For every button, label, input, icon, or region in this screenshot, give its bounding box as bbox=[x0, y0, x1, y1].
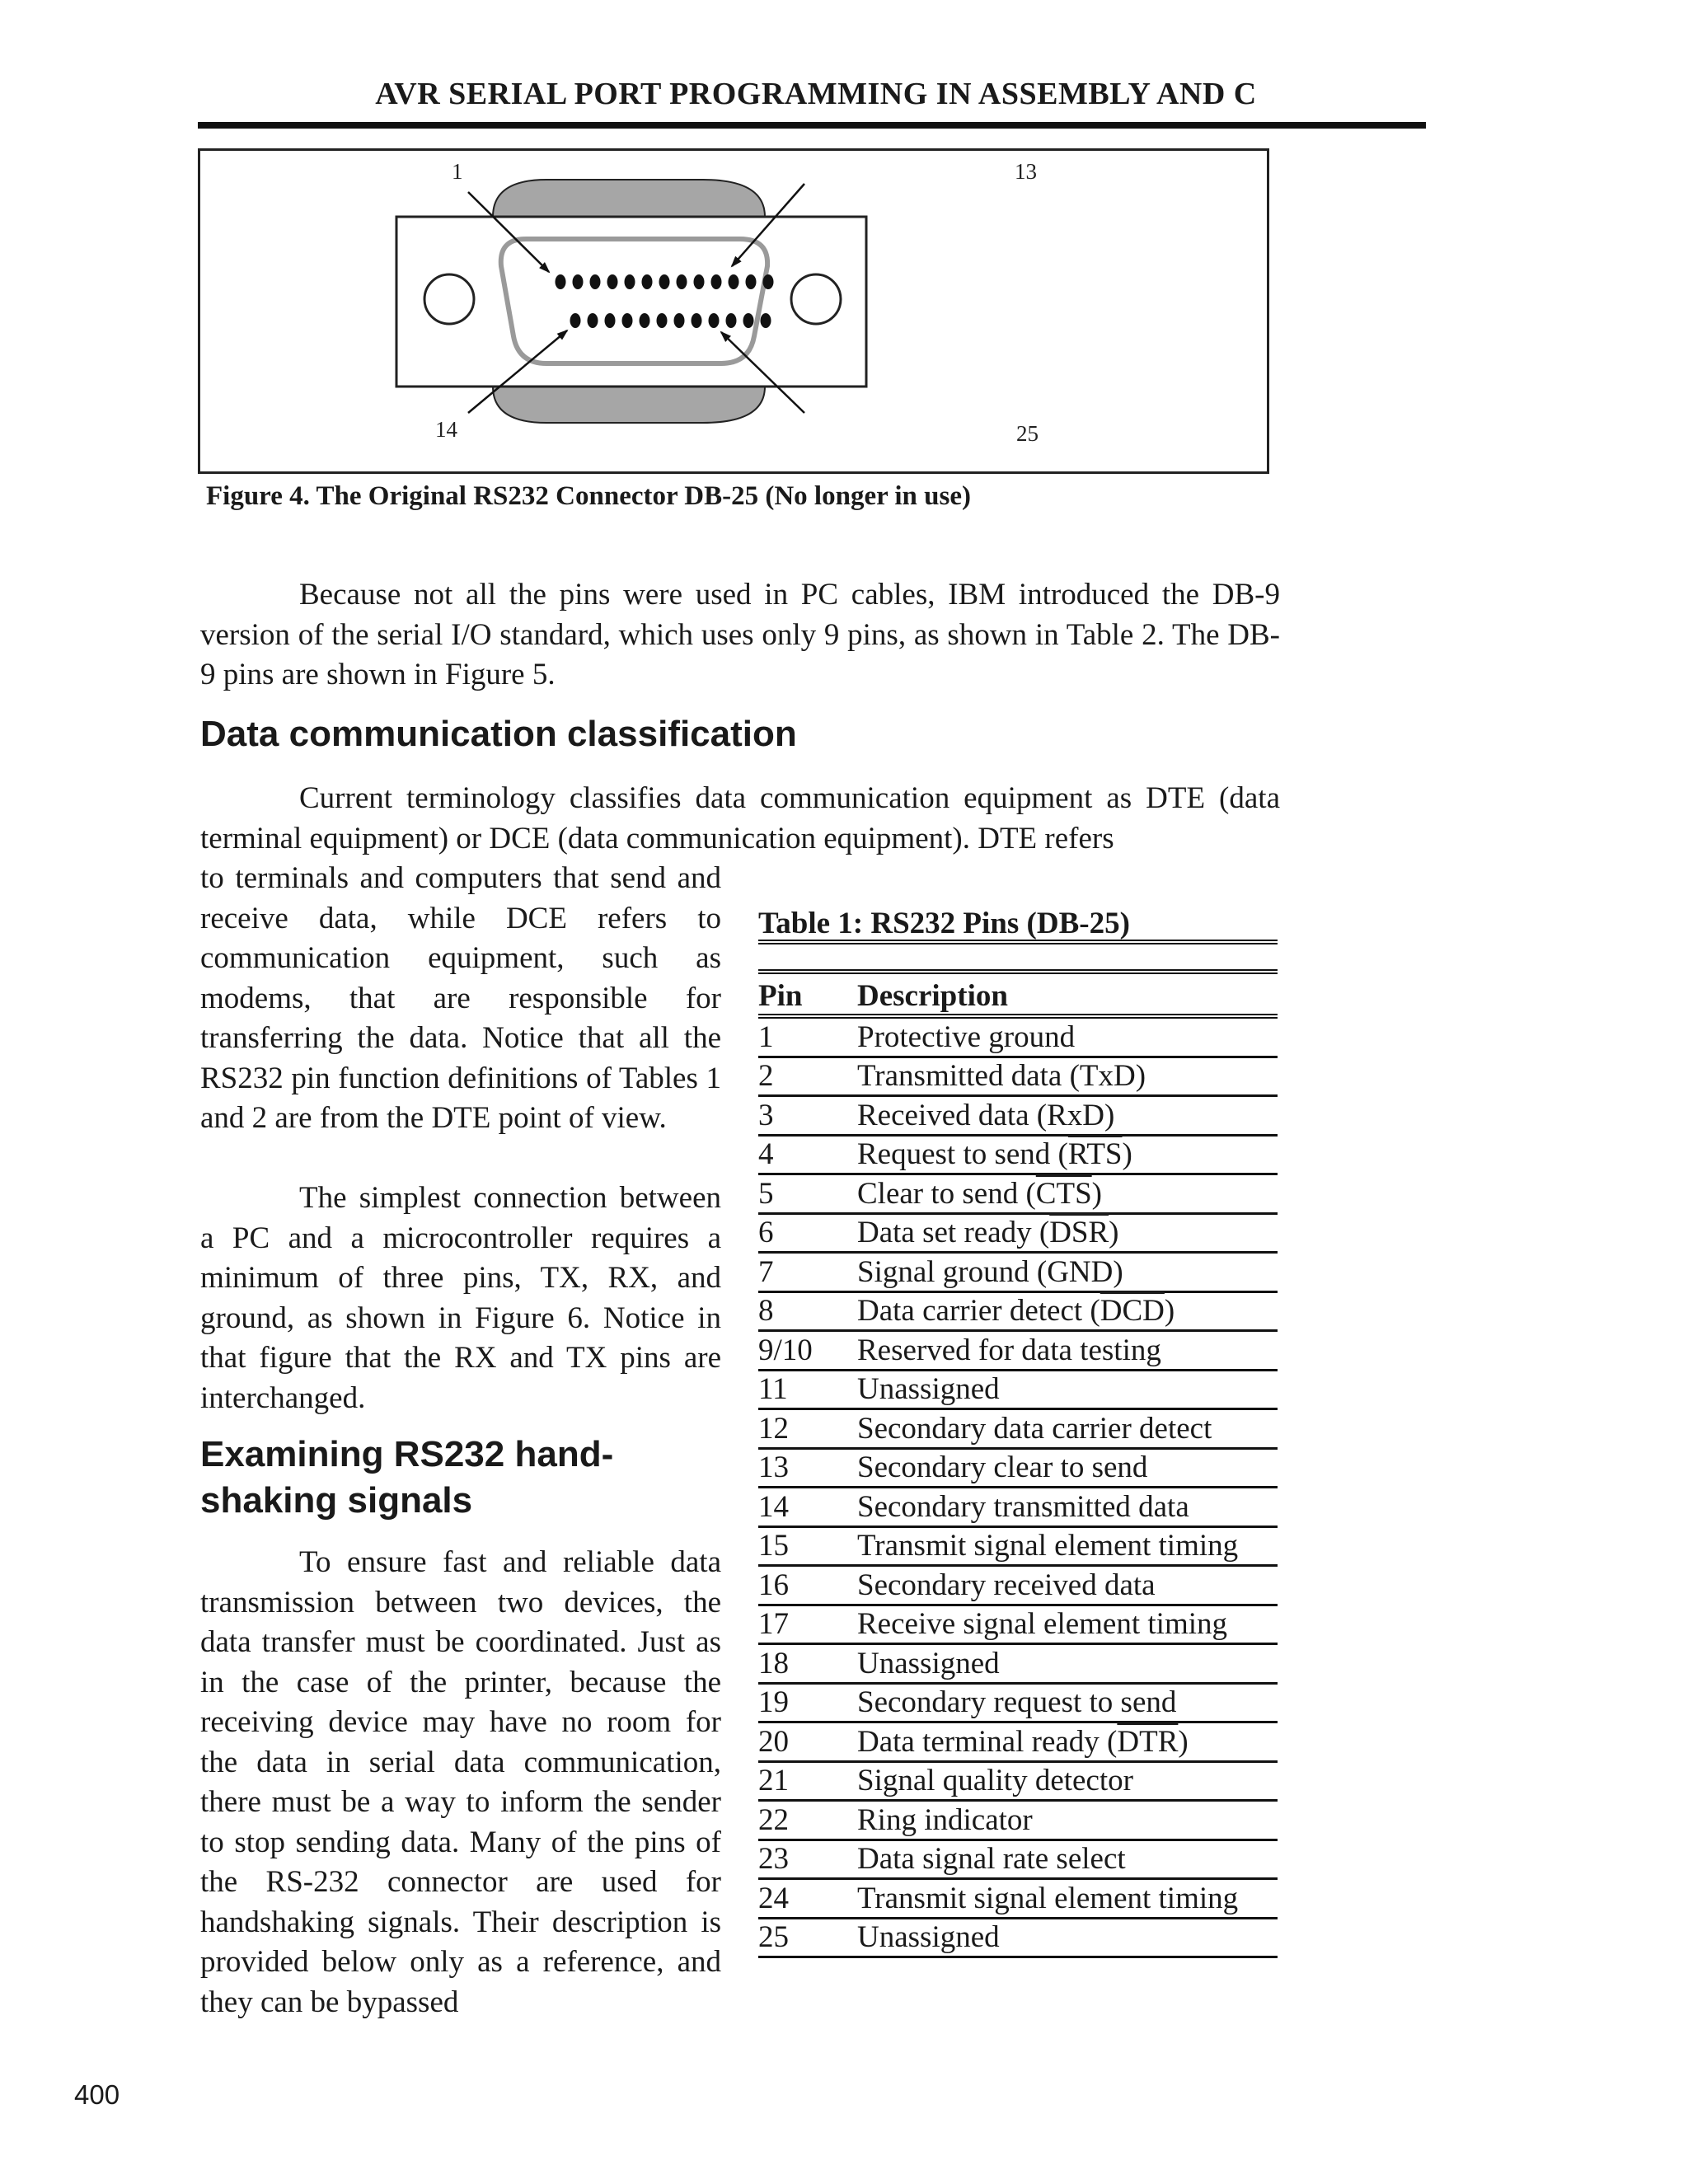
table-row bbox=[758, 1291, 1278, 1331]
description-text: ) bbox=[1122, 1137, 1132, 1171]
pin-description bbox=[857, 1213, 1278, 1253]
pin-description: Data signal rate select bbox=[857, 1840, 1278, 1879]
shell-bottom bbox=[493, 387, 765, 423]
pin-description: Unassigned bbox=[857, 1918, 1278, 1957]
pin-label-13: 13 bbox=[1015, 159, 1037, 184]
pin-description: Transmit signal element timing bbox=[857, 1879, 1278, 1919]
pin-number: 19 bbox=[758, 1683, 857, 1722]
connector-pin bbox=[692, 313, 702, 328]
pin-number: 7 bbox=[758, 1253, 857, 1292]
table-row bbox=[758, 1488, 1278, 1527]
table-row bbox=[758, 1683, 1278, 1722]
pin-number: 11 bbox=[758, 1370, 857, 1409]
connector-pin bbox=[642, 274, 653, 289]
connector-pin bbox=[677, 274, 687, 289]
heading-line-2: shaking signals bbox=[200, 1480, 473, 1521]
pin-label-1: 1 bbox=[452, 159, 463, 184]
pin-number: 16 bbox=[758, 1566, 857, 1605]
pin-number: 12 bbox=[758, 1409, 857, 1449]
pin-description: Transmitted data (TxD) bbox=[857, 1057, 1278, 1096]
table-row bbox=[758, 1409, 1278, 1449]
connector-pin bbox=[625, 274, 635, 289]
pin-description: Ring indicator bbox=[857, 1801, 1278, 1840]
description-text: Data set ready ( bbox=[857, 1216, 1050, 1249]
d-shell-outline bbox=[501, 239, 767, 363]
db25-connector-figure bbox=[198, 148, 1269, 474]
table-row bbox=[758, 1918, 1278, 1957]
db25-connector-diagram bbox=[200, 151, 1272, 476]
description-text: ) bbox=[1178, 1724, 1189, 1759]
pin-number: 3 bbox=[758, 1096, 857, 1136]
pin-number: 23 bbox=[758, 1840, 857, 1879]
connector-pin bbox=[622, 313, 633, 328]
table-row bbox=[758, 1253, 1278, 1292]
table-row bbox=[758, 1370, 1278, 1409]
pin-number: 5 bbox=[758, 1174, 857, 1214]
pin-number: 20 bbox=[758, 1722, 857, 1762]
pin-description: Secondary received data bbox=[857, 1566, 1278, 1605]
description-text: Request to send ( bbox=[857, 1137, 1068, 1171]
pin-description: Protective ground bbox=[857, 1016, 1278, 1057]
connector-pin bbox=[746, 274, 757, 289]
pin-number: 17 bbox=[758, 1605, 857, 1644]
connector-pin bbox=[556, 274, 566, 289]
pin-description: Reserved for data testing bbox=[857, 1331, 1278, 1371]
pin-number: 6 bbox=[758, 1213, 857, 1253]
active-low-signal: $\overline{DTR}$ bbox=[1117, 1724, 1179, 1759]
description-text: ) bbox=[1091, 1176, 1102, 1211]
connector-pin bbox=[674, 313, 685, 328]
pin-number: 15 bbox=[758, 1526, 857, 1566]
pin-table-body bbox=[758, 1016, 1278, 1957]
pin-description: Secondary transmitted data bbox=[857, 1488, 1278, 1527]
pin-label-25: 25 bbox=[1016, 421, 1039, 446]
figure-caption: Figure 4. The Original RS232 Connector DB-25 (No longer in use) bbox=[206, 481, 971, 511]
connector-pin bbox=[605, 313, 616, 328]
table-row bbox=[758, 1331, 1278, 1371]
mounting-hole-right bbox=[791, 274, 841, 324]
connector-pin bbox=[570, 313, 581, 328]
table-row bbox=[758, 1801, 1278, 1840]
connection-paragraph: The simplest connection between a PC and a microcontroller requires a minimum of three pins, TX, RX, and ground, as shown in Figure 6. Notice in that figure that the RX and TX pins are interchanged. bbox=[200, 1181, 721, 1415]
table-row bbox=[758, 1016, 1278, 1057]
pin-number: 24 bbox=[758, 1879, 857, 1919]
connector-pin bbox=[711, 274, 722, 289]
table-row bbox=[758, 1605, 1278, 1644]
pin-description: Received data (RxD) bbox=[857, 1096, 1278, 1136]
description-text: Clear to send ( bbox=[857, 1176, 1036, 1211]
description-text: ) bbox=[1164, 1294, 1175, 1328]
table-row bbox=[758, 1096, 1278, 1136]
connector-pin bbox=[588, 313, 598, 328]
pin-description: Secondary request to send bbox=[857, 1683, 1278, 1722]
classification-paragraph: Current terminology classifies data communication equipment as DTE (data terminal equipment) or DCE (data communication equipment). DTE refers bbox=[200, 781, 1280, 855]
mounting-hole-left bbox=[424, 274, 474, 324]
section-heading-handshaking bbox=[200, 1432, 613, 1524]
pin-description: Transmit signal element timing bbox=[857, 1526, 1278, 1566]
table-row bbox=[758, 1840, 1278, 1879]
table-row bbox=[758, 1174, 1278, 1214]
connector-pin bbox=[729, 274, 739, 289]
pin-number: 8 bbox=[758, 1291, 857, 1331]
connector-pin bbox=[659, 274, 670, 289]
table-row bbox=[758, 1213, 1278, 1253]
table-row bbox=[758, 1879, 1278, 1919]
pin-description bbox=[857, 1291, 1278, 1331]
connector-pin bbox=[763, 274, 774, 289]
classification-paragraph-continued: to terminals and computers that send and receive data, while DCE refers to communication equipment, such as modems, that are responsible for transferring the data. Notice that all the RS232 pin function definitions of Tables 1 and 2 are from the DTE point of view. bbox=[200, 861, 721, 1135]
page-number: 400 bbox=[74, 2079, 120, 2110]
description-text: Data terminal ready ( bbox=[857, 1724, 1118, 1759]
active-low-signal: $\overline{RTS}$ bbox=[1067, 1137, 1123, 1171]
pin-number: 18 bbox=[758, 1644, 857, 1684]
table-title: Table 1: RS232 Pins (DB-25) bbox=[758, 907, 1130, 940]
pin-number: 14 bbox=[758, 1488, 857, 1527]
pin-number: 21 bbox=[758, 1761, 857, 1801]
pin-label-14: 14 bbox=[435, 417, 457, 442]
pin-number: 9/10 bbox=[758, 1331, 857, 1371]
pin-description: Unassigned bbox=[857, 1370, 1278, 1409]
table-row bbox=[758, 1448, 1278, 1488]
description-text: Data carrier detect ( bbox=[857, 1294, 1100, 1328]
pin-description: Secondary clear to send bbox=[857, 1448, 1278, 1488]
connector-pin bbox=[640, 313, 650, 328]
connector-pin bbox=[657, 313, 668, 328]
connector-pin bbox=[726, 313, 737, 328]
connector-pin bbox=[573, 274, 584, 289]
section-heading-data-communication: Data communication classification bbox=[200, 714, 797, 754]
table-row bbox=[758, 1761, 1278, 1801]
connector-pin bbox=[590, 274, 601, 289]
pin-number: 22 bbox=[758, 1801, 857, 1840]
connector-pin bbox=[607, 274, 618, 289]
pin-description bbox=[857, 1722, 1278, 1762]
column-header-description: Description bbox=[857, 972, 1278, 1016]
table-row bbox=[758, 1526, 1278, 1566]
pin-description bbox=[857, 1174, 1278, 1214]
table-row bbox=[758, 1644, 1278, 1684]
connector-pin bbox=[761, 313, 771, 328]
pin-number: 1 bbox=[758, 1016, 857, 1057]
header-rule bbox=[198, 122, 1426, 129]
handshaking-paragraph: To ensure fast and reliable data transmission between two devices, the data transfer must be coordinated. Just as in the case of the printer, because the receiving device may have no room for the data in serial data communication, there must be a way to inform the sender to stop sending data. Many of the pins of the RS-232 connector are used for handshaking signals. Their description is provided below only as a reference, and they can be bypassed bbox=[200, 1545, 721, 2019]
table-row bbox=[758, 1566, 1278, 1605]
connector-pin bbox=[743, 313, 754, 328]
pin-description: Signal quality detector bbox=[857, 1761, 1278, 1801]
table-row bbox=[758, 1057, 1278, 1096]
column-header-pin: Pin bbox=[758, 972, 857, 1016]
connector-pin bbox=[709, 313, 720, 328]
rs232-pin-table bbox=[758, 940, 1278, 1958]
pin-description: Secondary data carrier detect bbox=[857, 1409, 1278, 1449]
description-text: ) bbox=[1109, 1216, 1119, 1249]
pin-number: 25 bbox=[758, 1918, 857, 1957]
active-low-signal: $\overline{DCD}$ bbox=[1100, 1294, 1165, 1328]
running-head: AVR SERIAL PORT PROGRAMMING IN ASSEMBLY AND C bbox=[375, 77, 1257, 111]
active-low-signal: $\overline{CTS}$ bbox=[1035, 1176, 1092, 1211]
table-row bbox=[758, 1722, 1278, 1762]
heading-line-1: Examining RS232 hand- bbox=[200, 1434, 614, 1474]
pin-number: 2 bbox=[758, 1057, 857, 1096]
active-low-signal: $\overline{DSR}$ bbox=[1049, 1216, 1109, 1249]
pin-description: Receive signal element timing bbox=[857, 1605, 1278, 1644]
pin-description bbox=[857, 1135, 1278, 1174]
intro-paragraph: Because not all the pins were used in PC cables, IBM introduced the DB-9 version of the serial I/O standard, which uses only 9 pins, as shown in Table 2. The DB-9 pins are shown in Figure 5. bbox=[200, 578, 1280, 691]
table-row bbox=[758, 1135, 1278, 1174]
pin-description: Unassigned bbox=[857, 1644, 1278, 1684]
pin-description: Signal ground (GND) bbox=[857, 1253, 1278, 1292]
pin-number: 4 bbox=[758, 1135, 857, 1174]
pin-number: 13 bbox=[758, 1448, 857, 1488]
shell-top bbox=[493, 180, 765, 217]
connector-pin bbox=[694, 274, 705, 289]
